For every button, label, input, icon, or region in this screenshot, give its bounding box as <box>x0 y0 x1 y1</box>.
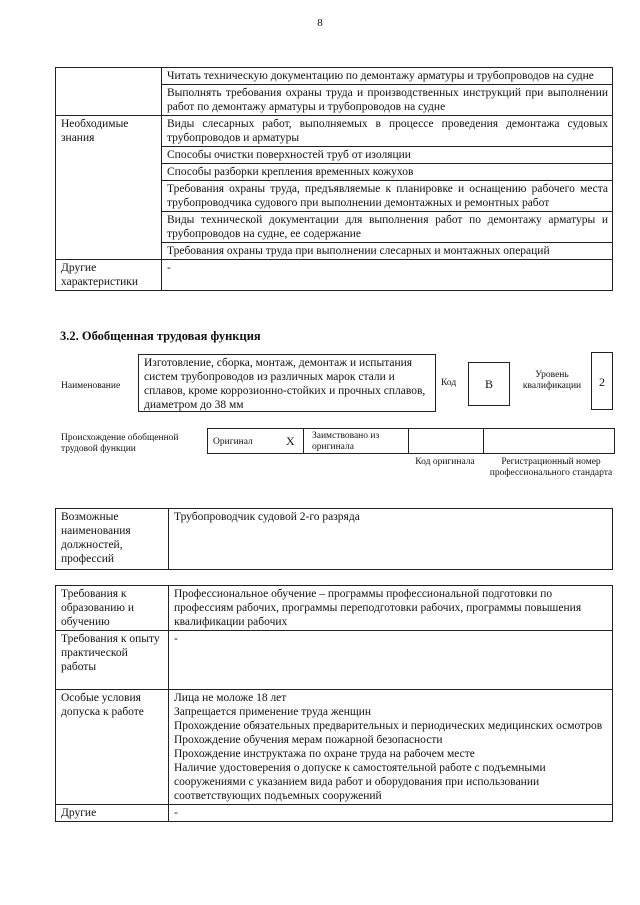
table-row <box>56 68 613 85</box>
row-label <box>56 68 162 116</box>
section-title: 3.2. Обобщенная трудовая функция <box>60 329 261 343</box>
table-cell: Виды технической документации для выполнения работ по демонтажу арматуры и трубопроводов на судне, ее содержание <box>162 212 613 243</box>
table-cell: - <box>169 631 613 690</box>
list-item: Запрещается применение труда женщин <box>174 706 372 718</box>
requirements-table <box>55 585 613 822</box>
row-label-other: Другие характеристики <box>56 260 162 291</box>
table-row <box>56 805 613 822</box>
list-item: Прохождение инструктажа по охране труда на рабочем месте <box>174 748 475 760</box>
divider <box>303 429 304 453</box>
table-row <box>56 631 613 690</box>
row-label-experience: Требования к опыту практической работы <box>56 631 169 690</box>
origin-label: Происхождение обобщенной трудовой функции <box>61 433 179 454</box>
table-cell: - <box>162 260 613 291</box>
table-cell: Способы разборки крепления временных кожухов <box>162 164 613 181</box>
table-cell: Требования охраны труда, предъявляемые к планировке и оснащению рабочего места трубопроводчика судового при выполнении демонтажных и ремонтных работ <box>162 181 613 212</box>
origin-box <box>207 428 615 454</box>
list-item: Прохождение обучения мерам пожарной безопасности <box>174 734 443 746</box>
table-cell: Требования охраны труда при выполнении слесарных и монтажных операций <box>162 243 613 260</box>
list-item: Прохождение обязательных предварительных и периодических медицинских осмотров <box>174 720 603 732</box>
function-code-box: B <box>468 362 510 406</box>
original-mark: X <box>286 434 295 448</box>
divider <box>483 429 484 453</box>
row-label-positions: Возможные наименования должностей, профессий <box>56 509 169 570</box>
table-row <box>56 690 613 805</box>
code-label: Код <box>441 378 457 388</box>
table-cell: Трубопроводчик судовой 2-го разряда <box>169 509 613 570</box>
skills-knowledge-table <box>55 67 613 291</box>
table-cell: Читать техническую документацию по демонтажу арматуры и трубопроводов на судне <box>162 68 613 85</box>
row-label-knowledge: Необходимые знания <box>56 116 162 260</box>
table-cell: - <box>169 805 613 822</box>
code-original-caption: Код оригинала <box>415 457 475 467</box>
table-cell: Выполнять требования охраны труда и производственных инструкций при выполнении работ по демонтажу арматуры и трубопроводов на судне <box>162 85 613 116</box>
name-label: Наименование <box>61 381 121 391</box>
qualification-level-box: 2 <box>591 352 613 410</box>
original-label: Оригинал <box>213 437 253 447</box>
row-label-education: Требования к образованию и обучению <box>56 586 169 631</box>
list-item: Наличие удостоверения о допуске к самостоятельной работе с подъемными сооружениями с указанием вида работ и оборудования при использовании соответствующих подъемных сооружений <box>174 762 546 802</box>
borrowed-label: Заимствовано из оригинала <box>312 431 380 452</box>
table-row <box>56 260 613 291</box>
table-row <box>56 116 613 147</box>
function-name-box: Изготовление, сборка, монтаж, демонтаж и испытания систем трубопроводов из различных марок стали и сплавов, кроме коррозионно-стойких и прочных сплавов, диаметром до 38 мм <box>138 354 436 412</box>
table-cell: Способы очистки поверхностей труб от изоляции <box>162 147 613 164</box>
table-cell: Профессиональное обучение – программы профессиональной подготовки по профессиям рабочих, программы переподготовки рабочих, программы повышения квалификации рабочих <box>169 586 613 631</box>
table-row <box>56 586 613 631</box>
table-cell <box>169 690 613 805</box>
regnum-caption: Регистрационный номер профессионального стандарта <box>489 457 613 478</box>
row-label-special-conditions: Особые условия допуска к работе <box>56 690 169 805</box>
divider <box>408 429 409 453</box>
table-row <box>56 509 613 570</box>
row-label-other: Другие <box>56 805 169 822</box>
page-number: 8 <box>317 17 323 29</box>
qualification-level-label: Уровень квалификации <box>522 370 582 391</box>
table-cell: Виды слесарных работ, выполняемых в процессе проведения демонтажа судовых трубопроводов и арматуры <box>162 116 613 147</box>
list-item: Лица не моложе 18 лет <box>174 692 287 704</box>
positions-table <box>55 508 613 570</box>
